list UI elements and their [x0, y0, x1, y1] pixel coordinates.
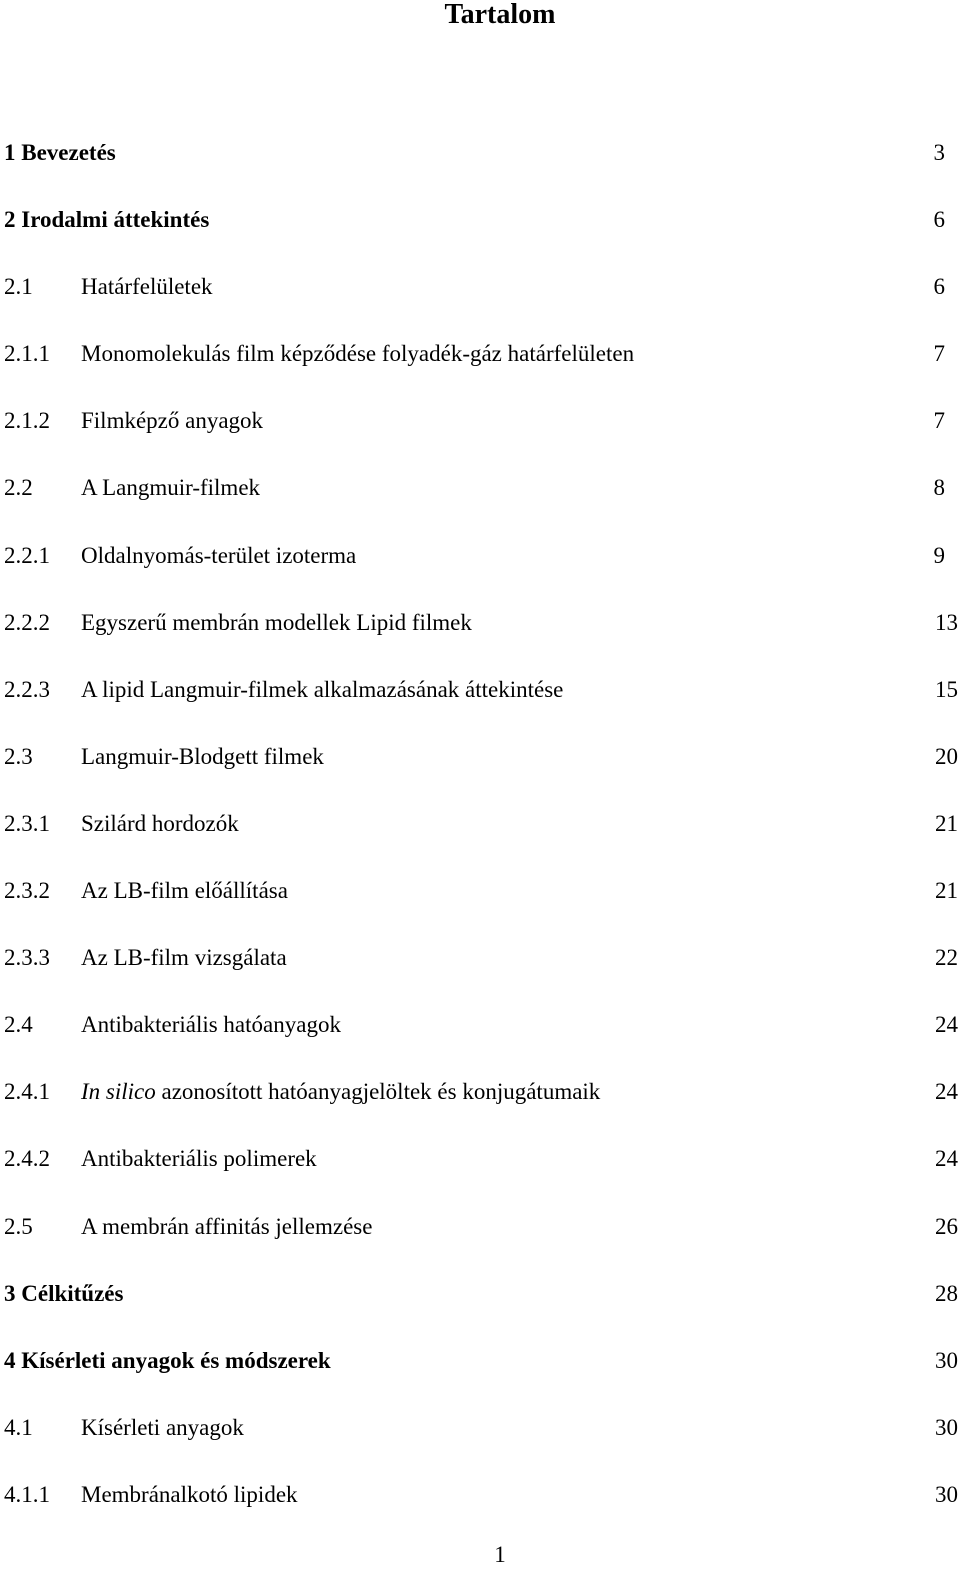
- toc-section-label: Szilárd hordozók: [81, 810, 239, 836]
- toc-page-number: 6: [933, 274, 945, 300]
- toc-section-number: 2.4.1: [4, 1079, 50, 1105]
- toc-row: [4, 134, 958, 201]
- toc-row: [4, 738, 958, 805]
- toc-row: [4, 1476, 958, 1543]
- toc-section-number: 2.3.3: [4, 945, 50, 971]
- toc-section-label: Határfelületek: [81, 274, 213, 300]
- toc-section-label: Kísérleti anyagok: [81, 1414, 244, 1440]
- toc-chapter-title: 2 Irodalmi áttekintés: [4, 207, 210, 233]
- toc-page-number: 21: [935, 878, 958, 904]
- toc-page-number: 7: [933, 408, 945, 434]
- toc-row: [4, 1006, 958, 1073]
- toc-row: [4, 671, 958, 738]
- toc-row: [4, 1073, 958, 1140]
- toc-section-number: 2.3.2: [4, 878, 50, 904]
- toc-section-number: 2.1: [4, 274, 33, 300]
- toc-row: [4, 1409, 958, 1476]
- toc-row: [4, 537, 958, 604]
- toc-row: [4, 268, 958, 335]
- toc-section-number: 2.2.3: [4, 676, 50, 702]
- toc-row: [4, 469, 958, 536]
- toc-row: [4, 1342, 958, 1409]
- toc-section-number: 2.2.1: [4, 542, 50, 568]
- toc-page-number: 9: [933, 542, 945, 568]
- toc-section-label: Membránalkotó lipidek: [81, 1481, 298, 1507]
- toc-page-number: 30: [935, 1347, 958, 1373]
- toc-section-label: Antibakteriális hatóanyagok: [81, 1012, 341, 1038]
- toc-section-label: Monomolekulás film képződése folyadék-gáz határfelületen: [81, 341, 635, 367]
- toc-section-number: 2.3: [4, 743, 33, 769]
- toc-chapter-title: 3 Célkitűzés: [4, 1280, 124, 1306]
- toc-section-number: 4.1: [4, 1414, 33, 1440]
- toc-page-number: 24: [935, 1146, 958, 1172]
- toc-chapter-title: 1 Bevezetés: [4, 140, 116, 165]
- toc-section-label: Langmuir-Blodgett filmek: [81, 743, 324, 769]
- toc-section-label: A lipid Langmuir-filmek alkalmazásának áttekintése: [81, 676, 564, 702]
- toc-row: [4, 939, 958, 1006]
- toc-page-number: 7: [933, 341, 945, 367]
- toc-page-number: 8: [933, 475, 945, 501]
- toc-section-number: 2.1.1: [4, 341, 50, 367]
- toc-section-label: Az LB-film előállítása: [81, 878, 288, 904]
- toc-row: [4, 402, 958, 469]
- toc-page-number: 21: [935, 810, 958, 836]
- toc-row: [4, 335, 958, 402]
- toc-section-number: 2.1.2: [4, 408, 50, 434]
- toc-page-number: 30: [935, 1481, 958, 1507]
- toc-row: [4, 1140, 958, 1207]
- table-of-contents: [4, 134, 958, 1543]
- toc-row: [4, 1208, 958, 1275]
- toc-row: [4, 201, 958, 268]
- toc-page-number: 13: [935, 609, 958, 635]
- toc-section-label: Filmképző anyagok: [81, 408, 264, 434]
- toc-section-label: [81, 1073, 600, 1111]
- toc-page-number: 30: [935, 1414, 958, 1440]
- toc-section-number: 4.1.1: [4, 1481, 50, 1507]
- toc-section-number: 2.5: [4, 1213, 33, 1239]
- toc-page-number: 26: [935, 1213, 958, 1239]
- toc-page-number: 28: [935, 1280, 958, 1306]
- toc-section-label-italic: In silico: [81, 1079, 156, 1105]
- toc-section-label-rest: azonosított hatóanyagjelöltek és konjugátumaik: [155, 1079, 601, 1105]
- toc-page-number: 20: [935, 743, 958, 769]
- toc-section-label: Az LB-film vizsgálata: [81, 945, 287, 971]
- toc-page-number: 6: [933, 207, 945, 233]
- toc-row: [4, 805, 958, 872]
- toc-section-label: Antibakteriális polimerek: [81, 1146, 317, 1172]
- toc-page-number: 3: [933, 140, 945, 165]
- toc-page-number: 24: [935, 1012, 958, 1038]
- toc-section-number: 2.4: [4, 1012, 33, 1038]
- toc-page-number: 15: [935, 676, 958, 702]
- toc-section-label: A membrán affinitás jellemzése: [81, 1213, 373, 1239]
- footer-page-number: 1: [494, 1542, 506, 1567]
- toc-row: [4, 604, 958, 671]
- toc-section-number: 2.3.1: [4, 810, 50, 836]
- toc-page-number: 22: [935, 945, 958, 971]
- toc-row: [4, 872, 958, 939]
- toc-section-label: A Langmuir-filmek: [81, 475, 261, 501]
- toc-section-number: 2.2: [4, 475, 33, 501]
- toc-chapter-title: 4 Kísérleti anyagok és módszerek: [4, 1347, 331, 1373]
- toc-section-number: 2.2.2: [4, 609, 50, 635]
- toc-page-number: 24: [935, 1079, 958, 1105]
- toc-row: [4, 1275, 958, 1342]
- page-title: Tartalom: [444, 0, 556, 30]
- toc-section-label: Egyszerű membrán modellek Lipid filmek: [81, 609, 472, 635]
- toc-section-label: Oldalnyomás-terület izoterma: [81, 542, 357, 568]
- toc-section-number: 2.4.2: [4, 1146, 50, 1172]
